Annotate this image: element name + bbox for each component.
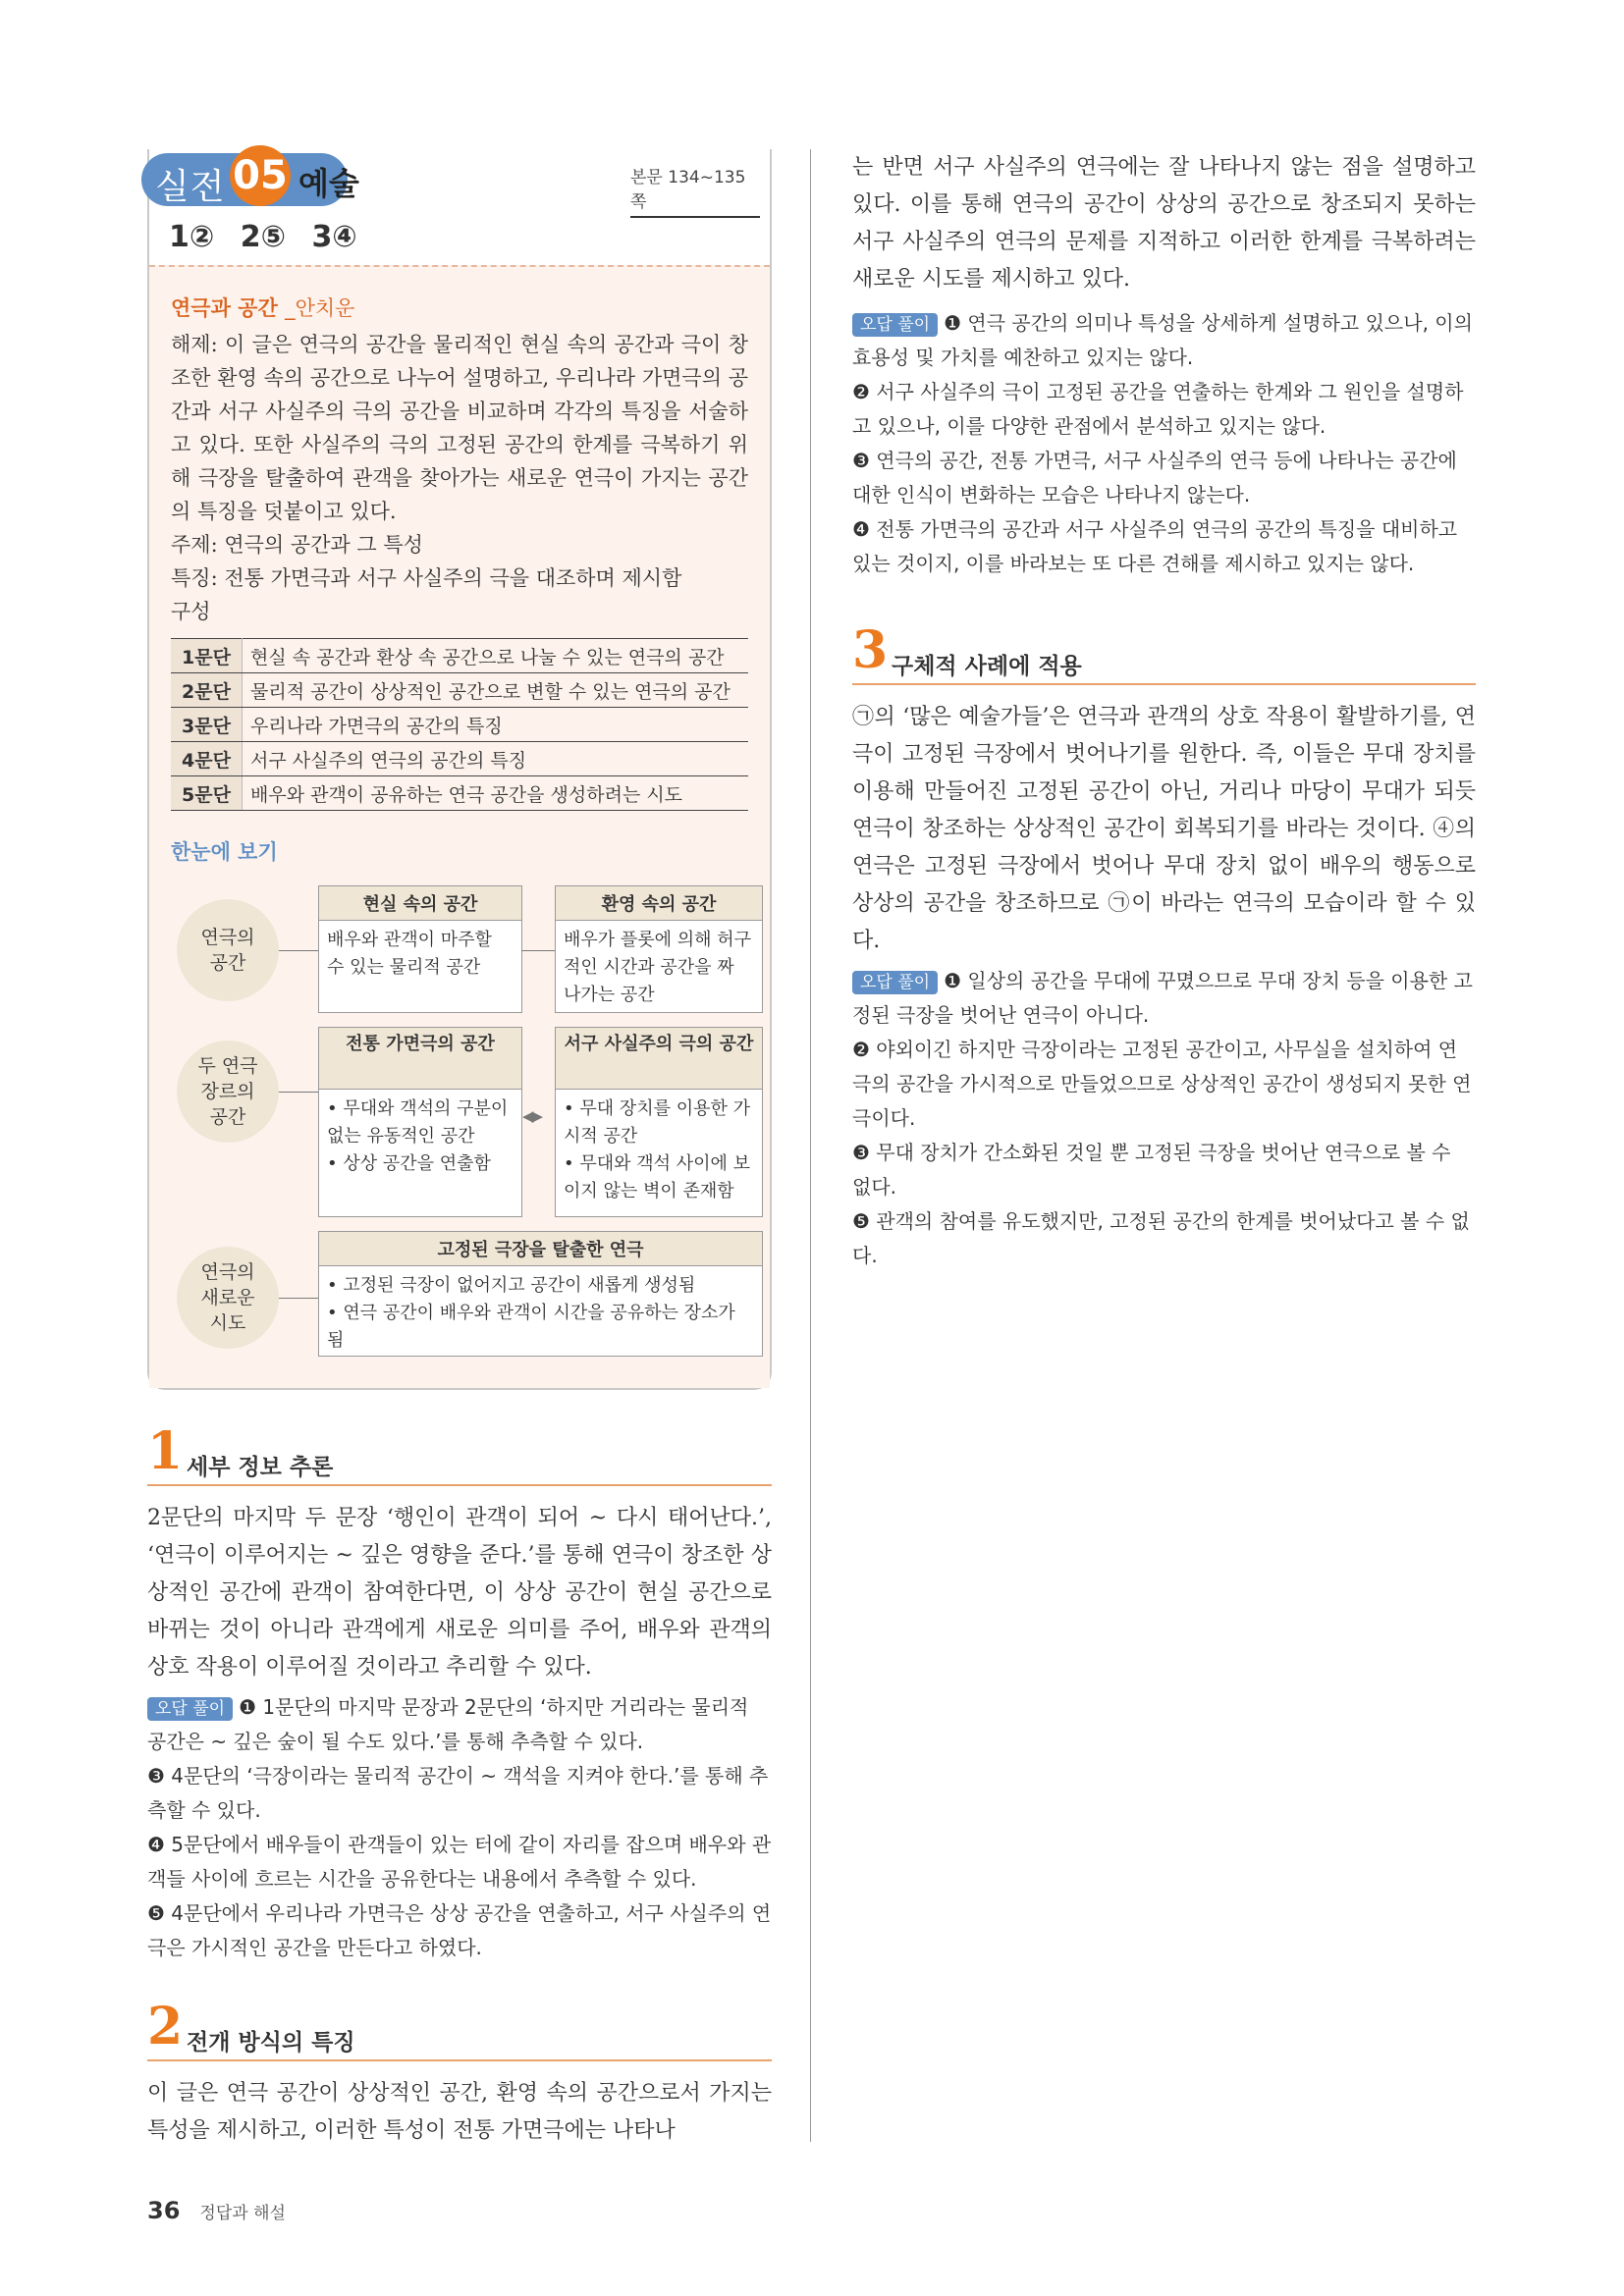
column-divider — [810, 149, 811, 2142]
box-body — [319, 1266, 762, 1361]
table-row — [171, 673, 748, 708]
row-key: 5문단 — [171, 776, 243, 811]
wrong-answer-tag: 오답 풀이 — [147, 1697, 233, 1721]
note-item: ❹ 전통 가면극의 공간과 서구 사실주의 연극의 공간의 특징을 대비하고 있는 것이지, 이를 바라보는 또 다른 견해를 제시하고 있지는 않다. — [852, 517, 1458, 575]
answer-key: 1② 2⑤ 3④ — [169, 220, 357, 254]
note-item: ❶ 1문단의 마지막 문장과 2문단의 ‘하지만 거리라는 물리적 공간은 ~ 깊은 숲이 될 수도 있다.’를 통해 추측할 수 있다. — [147, 1695, 749, 1753]
row-value: 우리나라 가면극의 공간의 특징 — [243, 708, 749, 742]
question-3-heading — [852, 620, 1476, 685]
question-2-body-continued: 는 반면 서구 사실주의 연극에는 잘 나타나지 않는 점을 설명하고 있다. 이를 통해 연극의 공간이 상상의 공간으로 창조되지 못하는 서구 사실주의 연극의 문제를 지적하고 이러한 한계를 극복하려는 새로운 시도를 제시하고 있다. — [852, 155, 1476, 292]
question-number: 2 — [147, 1997, 184, 2056]
work-author: _안치운 — [285, 296, 355, 320]
summary-desc: 해제: 이 글은 연극의 공간을 물리적인 현실 속의 공간과 극이 창조한 환영 속의 공간으로 나누어 설명하고, 우리나라 가면극의 공간과 서구 사실주의 극의 공간을 비교하며 각각의 특징을 서술하고 있다. 또한 사실주의 극의 고정된 공간의 한계를 극복하기 위해 극장을 탈출하여 관객을 찾아가는 새로운 연극이 가지는 공간의 특징을 덧붙이고 있다. — [171, 333, 748, 523]
note-item: ❺ 4문단에서 우리나라 가면극은 상상 공간을 연출하고, 서구 사실주의 연극은 가시적인 공간을 만든다고 하였다. — [147, 1901, 772, 1959]
box-bullet: • 상상 공간을 연출함 — [327, 1153, 491, 1174]
work-name: 연극과 공간 — [171, 296, 278, 320]
note-item: ❶ 일상의 공간을 무대에 꾸몄으므로 무대 장치 등을 이용한 고정된 극장을 벗어난 연극이 아니다. — [852, 969, 1473, 1027]
practice-label: 실전 — [155, 167, 226, 207]
question-1-body: 2문단의 마지막 두 문장 ‘행인이 관객이 되어 ~ 다시 태어난다.’, ‘연극이 이루어지는 ~ 깊은 영향을 준다.’를 통해 연극이 창조한 상상적인 공간에 관객이 참여한다면, 이 상상 공간이 현실 공간으로 바뀌는 것이 아니라 관객에게 새로운 의미를 주어, 배우와 관객의 상호 작용이 이루어질 것이라고 추리할 수 있다. — [147, 1506, 772, 1680]
note-item: ❺ 관객의 참여를 유도했지만, 고정된 공간의 한계를 벗어났다고 볼 수 없다. — [852, 1209, 1470, 1267]
section-title: 예술 — [298, 165, 359, 202]
box-mask-drama — [318, 1027, 522, 1217]
row-value: 서구 사실주의 연극의 공간의 특징 — [243, 742, 749, 776]
circle-label: 연극의 공간 — [200, 927, 255, 974]
box-realism-drama — [555, 1027, 763, 1217]
wrong-answer-tag: 오답 풀이 — [852, 971, 938, 994]
table-row — [171, 776, 748, 811]
box-real-space — [318, 885, 522, 1013]
question-title: 전개 방식의 특징 — [187, 2030, 355, 2056]
circle-new-attempt — [177, 1247, 279, 1349]
connector-line — [521, 950, 555, 951]
row-value: 현실 속 공간과 환상 속 공간으로 나눌 수 있는 연극의 공간 — [243, 639, 749, 673]
connector-line — [279, 1092, 318, 1093]
note-item: ❶ 연극 공간의 의미나 특성을 상세하게 설명하고 있으나, 이의 효용성 및 가치를 예찬하고 있지는 않다. — [852, 311, 1473, 369]
box-body: 배우와 관객이 마주할 수 있는 물리적 공간 — [327, 930, 492, 978]
summary-feature: 특징: 전통 가면극과 서구 사실주의 극을 대조하며 제시함 — [171, 566, 682, 590]
circle-label: 연극의 새로운 시도 — [200, 1261, 255, 1334]
table-row — [171, 742, 748, 776]
row-value: 배우와 관객이 공유하는 연극 공간을 생성하려는 시도 — [243, 776, 749, 811]
question-3-body: ㉠의 ‘많은 예술가들’은 연극과 관객의 상호 작용이 활발하기를, 연극이 고정된 극장에서 벗어나기를 원한다. 즉, 이들은 무대 장치를 이용해 만들어진 고정된 공간이 아닌, 거리나 마당이 무대가 되듯 연극이 창조하는 상상적인 공간이 회복되기를 바라는 것이다. ④의 연극은 고정된 극장에서 벗어나 무대 장치 없이 배우의 행동으로 상상의 공간을 창조하므로 ㉠이 바라는 연극의 모습이라 할 수 있다. — [852, 705, 1476, 953]
row-key: 3문단 — [171, 708, 243, 742]
connector-line — [279, 950, 318, 951]
note-item: ❹ 5문단에서 배우들이 관객들이 있는 터에 같이 자리를 잡으며 배우와 관객들 사이에 흐르는 시간을 공유한다는 내용에서 추측할 수 있다. — [147, 1833, 772, 1891]
page-footer — [147, 2197, 286, 2224]
question-3-notes — [852, 964, 1476, 1273]
row-key: 4문단 — [171, 742, 243, 776]
box-heading: 고정된 극장을 탈출한 연극 — [319, 1232, 762, 1266]
circle-label: 두 연극 장르의 공간 — [197, 1055, 258, 1128]
box-bullet: • 무대와 객석 사이에 보이지 않는 벽이 존재함 — [564, 1153, 750, 1201]
box-illusion-space — [555, 885, 763, 1013]
question-number: 1 — [147, 1421, 184, 1481]
question-2-notes — [852, 306, 1476, 581]
box-heading: 서구 사실주의 극의 공간 — [556, 1028, 762, 1090]
summary-panel — [149, 265, 770, 1388]
note-item: ❸ 4문단의 ‘극장이라는 물리적 공간이 ~ 객석을 지켜야 한다.’를 통해 추측할 수 있다. — [147, 1764, 769, 1822]
box-bullet: • 무대 장치를 이용한 가시적 공간 — [564, 1098, 750, 1147]
box-body — [319, 1090, 521, 1184]
question-2-body: 이 글은 연극 공간이 상상적인 공간, 환영 속의 공간으로서 가지는 특성을 제시하고, 이러한 특성이 전통 가면극에는 나타나 — [147, 2081, 772, 2143]
right-column — [852, 149, 1476, 1273]
box-bullet: • 무대와 객석의 구분이 없는 유동적인 공간 — [327, 1098, 509, 1147]
question-2-heading — [147, 1997, 772, 2061]
summary-theme: 주제: 연극의 공간과 그 특성 — [171, 533, 423, 557]
overview-heading: 한눈에 보기 — [171, 840, 278, 864]
work-title — [171, 293, 748, 322]
circle-theater-space — [177, 899, 279, 1001]
note-item: ❸ 무대 장치가 간소화된 것일 뿐 고정된 극장을 벗어난 연극으로 볼 수 없다. — [852, 1141, 1451, 1199]
question-number: 3 — [852, 620, 889, 680]
question-title: 세부 정보 추론 — [187, 1455, 334, 1480]
summary-structure-label: 구성 — [171, 600, 211, 623]
overview-diagram — [171, 876, 754, 1366]
section-number: 05 — [230, 145, 291, 206]
footer-label: 정답과 해설 — [199, 2204, 286, 2223]
box-bullet: • 연극 공간이 배우와 관객이 시간을 공유하는 장소가 됨 — [327, 1303, 735, 1351]
wrong-answer-tag: 오답 풀이 — [852, 313, 938, 337]
box-body — [556, 1090, 762, 1211]
page-number: 36 — [147, 2197, 181, 2224]
row-value: 물리적 공간이 상상적인 공간으로 변할 수 있는 연극의 공간 — [243, 673, 749, 708]
note-item: ❷ 서구 사실주의 극이 고정된 공간을 연출하는 한계와 그 원인을 설명하고 있으나, 이를 다양한 관점에서 분석하고 있지는 않다. — [852, 380, 1464, 438]
table-row — [171, 708, 748, 742]
note-item: ❷ 야외이긴 하지만 극장이라는 고정된 공간이고, 사무실을 설치하여 연극의 공간을 가시적으로 만들었으므로 상상적인 공간이 생성되지 못한 연극이다. — [852, 1038, 1472, 1130]
question-1-heading — [147, 1421, 772, 1486]
question-1-notes — [147, 1690, 772, 1965]
left-column — [147, 149, 772, 2150]
box-body: 배우가 플롯에 의해 허구적인 시간과 공간을 짜 나가는 공간 — [564, 930, 752, 1005]
section-header — [149, 149, 770, 265]
box-heading: 환영 속의 공간 — [556, 886, 762, 921]
row-key: 2문단 — [171, 673, 243, 708]
table-row — [171, 639, 748, 673]
page-reference: 본문 134~135쪽 — [630, 163, 760, 218]
row-key: 1문단 — [171, 639, 243, 673]
compare-arrow-icon: ◀▶ — [522, 1107, 542, 1125]
box-escape-theater — [318, 1231, 763, 1357]
note-item: ❸ 연극의 공간, 전통 가면극, 서구 사실주의 연극 등에 나타나는 공간에 대한 인식이 변화하는 모습은 나타나지 않는다. — [852, 449, 1457, 507]
box-heading: 현실 속의 공간 — [319, 886, 521, 921]
question-title: 구체적 사례에 적용 — [892, 654, 1082, 679]
summary-box — [147, 149, 772, 1390]
box-bullet: • 고정된 극장이 없어지고 공간이 새롭게 생성됨 — [327, 1275, 696, 1296]
circle-two-genres — [177, 1041, 279, 1143]
box-heading: 전통 가면극의 공간 — [319, 1028, 521, 1090]
connector-line — [279, 1298, 318, 1299]
structure-table — [171, 638, 748, 811]
